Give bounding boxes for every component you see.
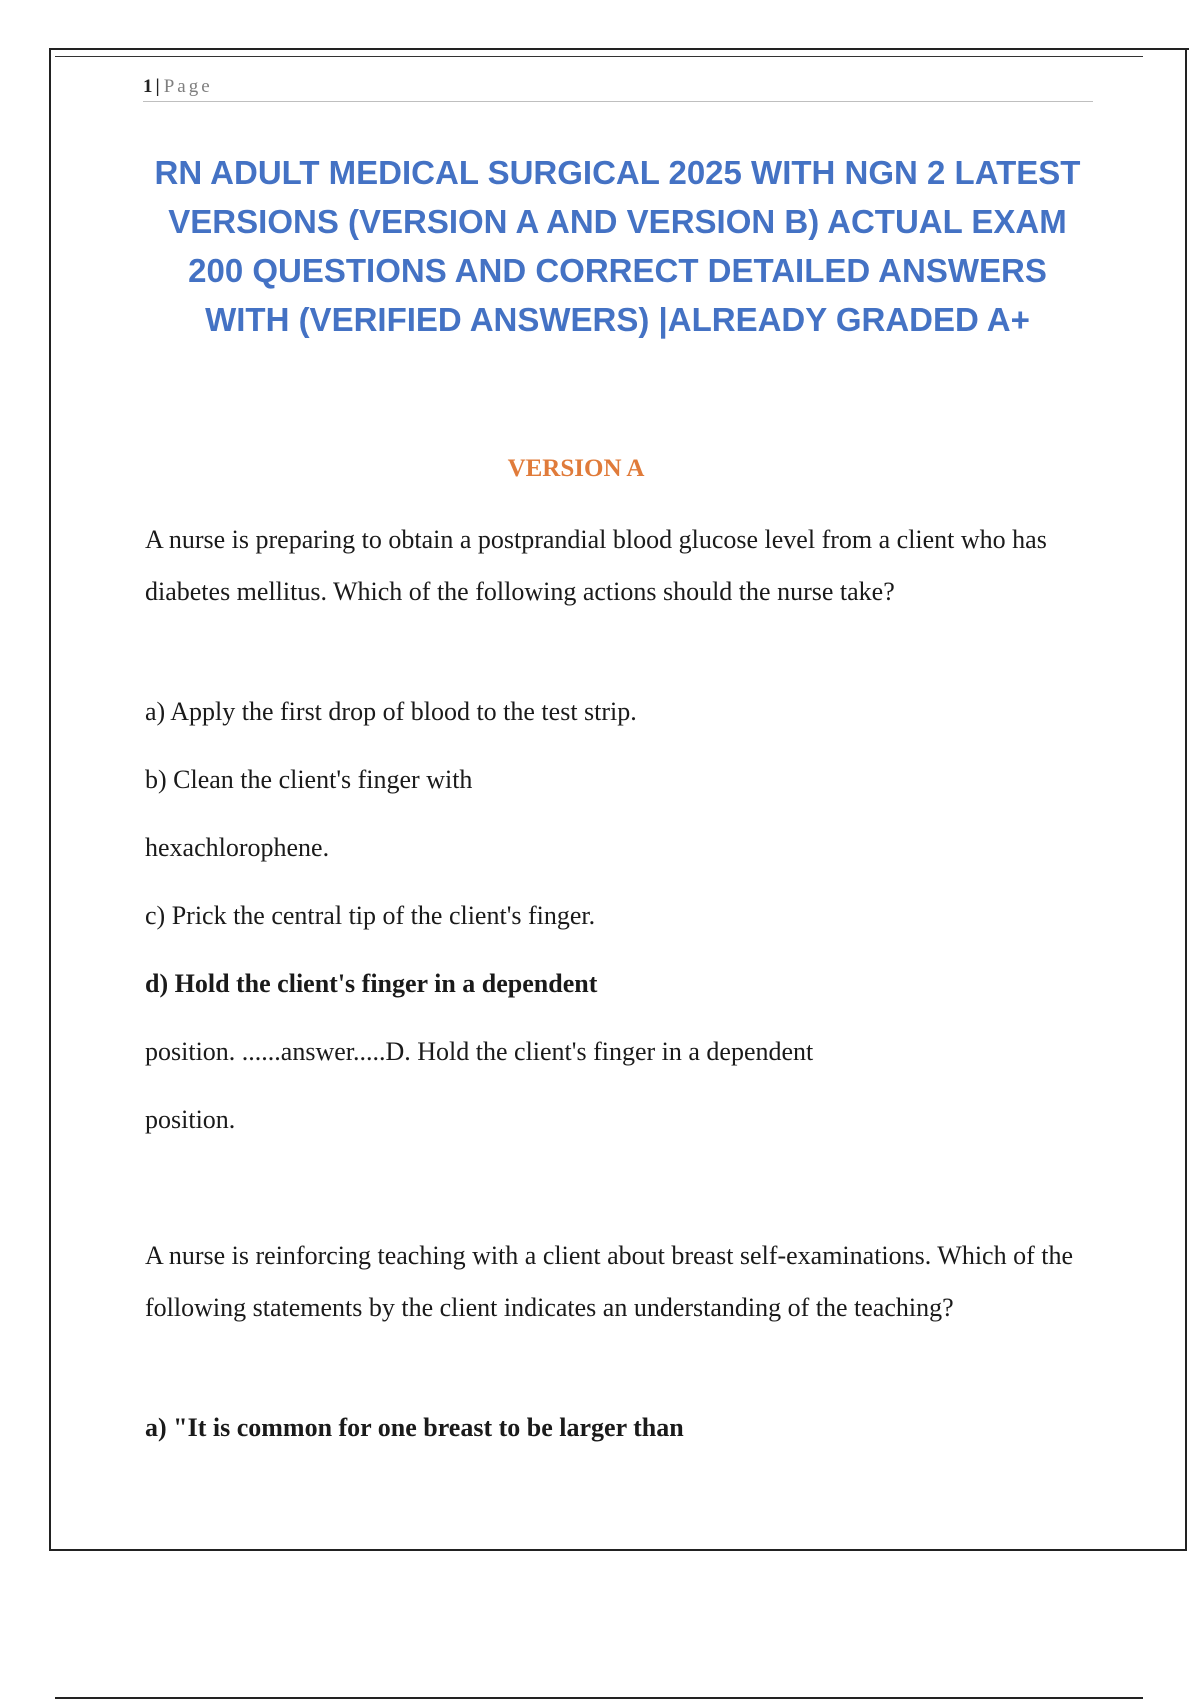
page-number: 1 <box>143 76 153 97</box>
page-bottom-rule <box>55 1697 1143 1699</box>
question-2-stem: A nurse is reinforcing teaching with a client about breast self-examinations. Which of the following statements by the client indicates an understanding of the teaching? <box>145 1241 1074 1322</box>
question-1-option-d: d) Hold the client's finger in a dependent <box>145 969 598 998</box>
page-header-separator: | <box>155 76 160 97</box>
question-1-option-b: b) Clean the client's finger with <box>145 765 473 794</box>
question-1-option-b-continued: hexachlorophene. <box>145 833 330 862</box>
question-2-option-a: a) "It is common for one breast to be larger than <box>145 1413 684 1442</box>
question-1-option-c: c) Prick the central tip of the client's finger. <box>145 901 596 930</box>
question-1-stem: A nurse is preparing to obtain a postprandial blood glucose level from a client who has diabetes mellitus. Which of the following actions should the nurse take? <box>145 525 1047 606</box>
document-title: RN ADULT MEDICAL SURGICAL 2025 WITH NGN 2 LATEST VERSIONS (VERSION A AND VERSION B) ACTUAL EXAM 200 QUESTIONS AND CORRECT DETAILED ANSWERS WITH (VERIFIED ANSWERS) |ALREADY GRADED A+ <box>154 154 1081 338</box>
page-header <box>143 73 1093 102</box>
version-heading: VERSION A <box>507 455 645 482</box>
page-label: Page <box>163 76 213 97</box>
question-1-answer: position. ......answer.....D. Hold the client's finger in a dependent <box>145 1037 814 1066</box>
question-1-option-a: a) Apply the first drop of blood to the test strip. <box>145 697 637 726</box>
question-1-answer-continued: position. <box>145 1105 236 1134</box>
